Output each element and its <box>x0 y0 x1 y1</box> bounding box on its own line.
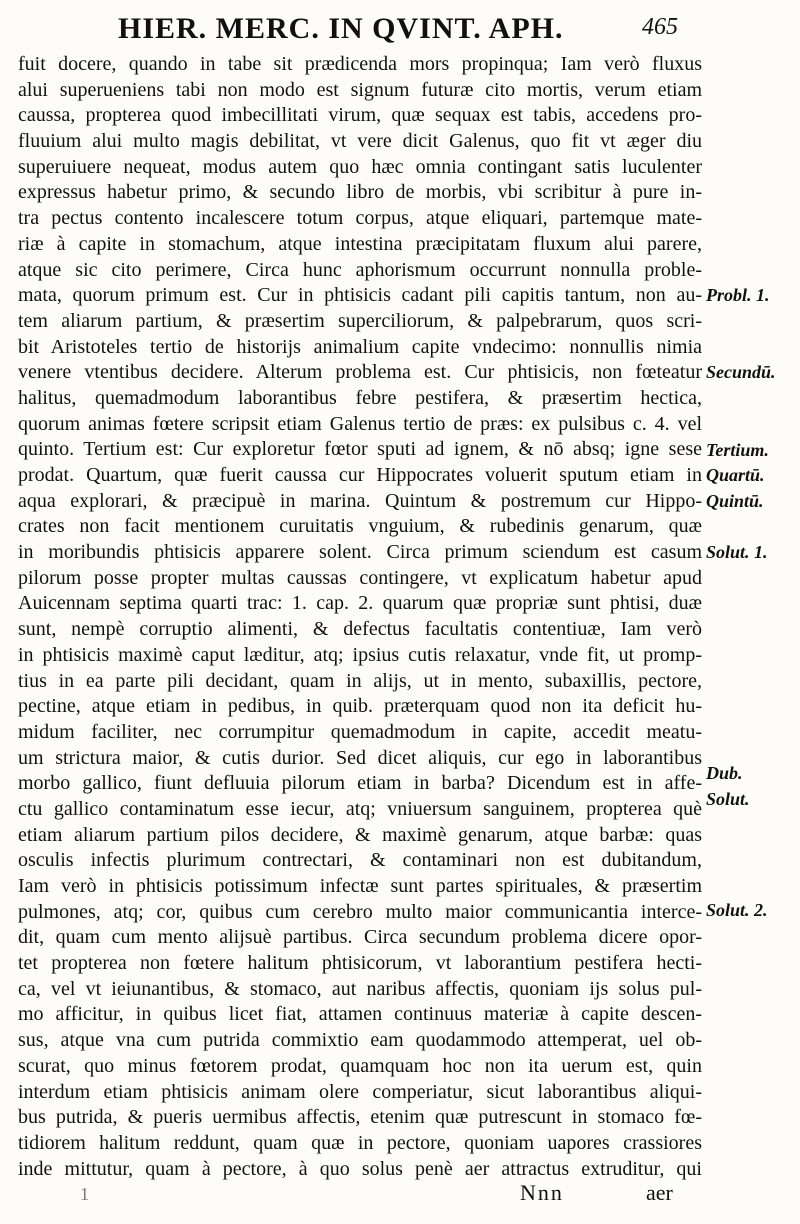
text-line: midum faciliter, nec corrumpitur quemadmodum in capite, accedit meatu- <box>18 720 702 743</box>
text-line: pectine, atque etiam in pedibus, in quib. præterquam quod non ita deficit hu- <box>18 695 702 718</box>
text-line: venere vtentibus decidere. Alterum problema est. Cur phtisicis, non fœteatur <box>18 361 702 384</box>
text-line: tet propterea non fœtere halitum phtisicorum, vt laborantium pestifera hecti- <box>18 952 702 975</box>
text-line: bit Aristoteles tertio de historijs animalium capite vndecimo: nonnullis nimia <box>18 335 702 358</box>
text-line: expressus habetur primo, & secundo libro de morbis, vbi scribitur à pure in- <box>18 181 702 204</box>
text-line: interdum etiam phtisicis animam olere comperiatur, sicut laborantibus aliqui- <box>18 1080 702 1103</box>
text-line: tem aliarum partium, & præsertim superciliorum, & palpebrarum, quos scri- <box>18 309 702 332</box>
text-line: fuit docere, quando in tabe sit prædicenda mors propinqua; Iam verò fluxus <box>18 53 702 75</box>
text-line: crates non facit mentionem curuitatis vnguium, & rubedinis genarum, quæ <box>18 515 702 538</box>
text-line: mata, quorum primum est. Cur in phtisicis cadant pili capitis tantum, non au- <box>18 284 702 307</box>
text-line: tidiorem halitum reddunt, quam quæ in pectore, quoniam uapores crassiores <box>18 1131 702 1154</box>
text-line: bus putrida, & pueris uermibus affectis, etenim quæ putrescunt in stomaco fœ- <box>18 1106 702 1129</box>
text-line: alui superueniens tabi non modo est signum futuræ cito mortis, verum etiam <box>18 78 702 101</box>
text-line: morbo gallico, fiunt defluuia pilorum etiam in barba? Dicendum est in affe- <box>18 772 702 795</box>
text-line: etiam aliarum partium pilos decidere, & maximè genarum, atque barbæ: quas <box>18 823 702 846</box>
text-line: quinto. Tertium est: Cur exploretur fœtor sputi ad ignem, & nō absq; igne sese <box>18 438 702 461</box>
margin-note: Quintū. <box>706 490 764 511</box>
text-line: sus, atque vna cum putrida commixtio eam quodammodo attemperat, uel ob- <box>18 1029 702 1052</box>
running-head <box>118 12 678 52</box>
text-line: mo afficitur, in quibus licet fiat, attamen continuus materiæ à capite descen- <box>18 1003 702 1026</box>
text-line: dit, quam cum mento alijsuè partibus. Circa secundum problema dicere opor- <box>18 926 702 949</box>
text-line: ctu gallico contaminatum esse iecur, atq; vniuersum sanguinem, propterea què <box>18 797 702 820</box>
text-line: riæ à capite in stomachum, atque intestina præcipitatam fluxum alui parere, <box>18 232 702 255</box>
margin-note: Tertium. <box>706 439 769 460</box>
text-line: Iam verò in phtisicis potissimum infectæ sunt partes spirituales, & præsertim <box>18 875 702 897</box>
page-footer <box>0 1180 800 1210</box>
text-line: tius in ea parte pili decidant, quam in alijs, ut in mento, subaxillis, pectore, <box>18 669 702 692</box>
text-line: pilorum posse propter multas caussas contingere, vt explicatum habetur apud <box>18 566 702 589</box>
margin-note: Solut. <box>706 789 750 810</box>
margin-note: Probl. 1. <box>706 285 770 306</box>
margin-note: Quartū. <box>706 465 765 486</box>
text-line: quorum animas fœtere scripsit etiam Galenus tertio de præs: ex pulsibus c. 4. vel <box>18 412 702 435</box>
margin-note: Solut. 2. <box>706 899 768 920</box>
text-line: scurat, quo minus fœtorem prodat, quamquam hoc non ita uerum est, quin <box>18 1054 702 1077</box>
signature-mark: Nnn <box>520 1180 564 1205</box>
text-line: atque sic cito perimere, Circa hunc aphorismum occurrunt nonnulla proble- <box>18 258 702 281</box>
text-line: in phtisicis maximè caput læditur, atq; ipsius cutis relaxatur, vnde fit, ut promp- <box>18 643 702 666</box>
catchword: aer <box>646 1180 673 1205</box>
body-text <box>18 52 702 1182</box>
running-title: HIER. MERC. IN QVINT. APH. <box>118 12 564 45</box>
margin-note: Dub. <box>706 763 743 784</box>
text-line: fluuium alui multo magis debilitat, vt vere dicit Galenus, quo fit vt æger diu <box>18 130 702 153</box>
text-line: tra pectus contento incalescere totum corpus, atque eliquari, partemque mate- <box>18 207 702 230</box>
text-line: in moribundis phtisicis apparere solent. Circa primum sciendum est casum <box>18 541 702 564</box>
margin-note: Secundū. <box>706 362 776 383</box>
footer-mark: 1 <box>80 1184 89 1204</box>
text-line: aqua explorari, & præcipuè in marina. Quintum & postremum cur Hippo- <box>18 489 702 512</box>
text-line: ca, vel vt ieiunantibus, & stomaco, aut naribus affectis, quoniam ijs solus pul- <box>18 977 702 1000</box>
text-line: um strictura maior, & cutis durior. Sed dicet aliquis, cur ego in laborantibus <box>18 746 702 769</box>
text-line: halitus, quemadmodum laborantibus febre pestifera, & præsertim hectica, <box>18 386 702 409</box>
text-line: superuiuere nequeat, modus autem quo hæc omnia contingant satis luculenter <box>18 155 702 178</box>
text-line: osculis infectis plurimum contrectari, & contaminari non est dubitandum, <box>18 849 702 872</box>
text-line: sunt, nempè corruptio alimenti, & defectus facultatis contentiuæ, Iam verò <box>18 618 702 641</box>
margin-note: Solut. 1. <box>706 542 768 563</box>
text-line: caussa, propterea quod imbecillitati virum, quæ sequax est tabis, accedens pro- <box>18 104 702 127</box>
text-line: Auicennam septima quarti trac: 1. cap. 2. quarum quæ propriæ sunt phtisi, duæ <box>18 592 702 615</box>
text-line: prodat. Quartum, quæ fuerit caussa cur Hippocrates voluerit sputum etiam in <box>18 464 702 486</box>
text-line: pulmones, atq; cor, quibus cum cerebro multo maior communicantia interce- <box>18 900 702 923</box>
text-line: inde mittutur, quam à pectore, à quo solus penè aer attractus extruditur, qui <box>18 1157 702 1180</box>
page-number: 465 <box>642 14 678 40</box>
